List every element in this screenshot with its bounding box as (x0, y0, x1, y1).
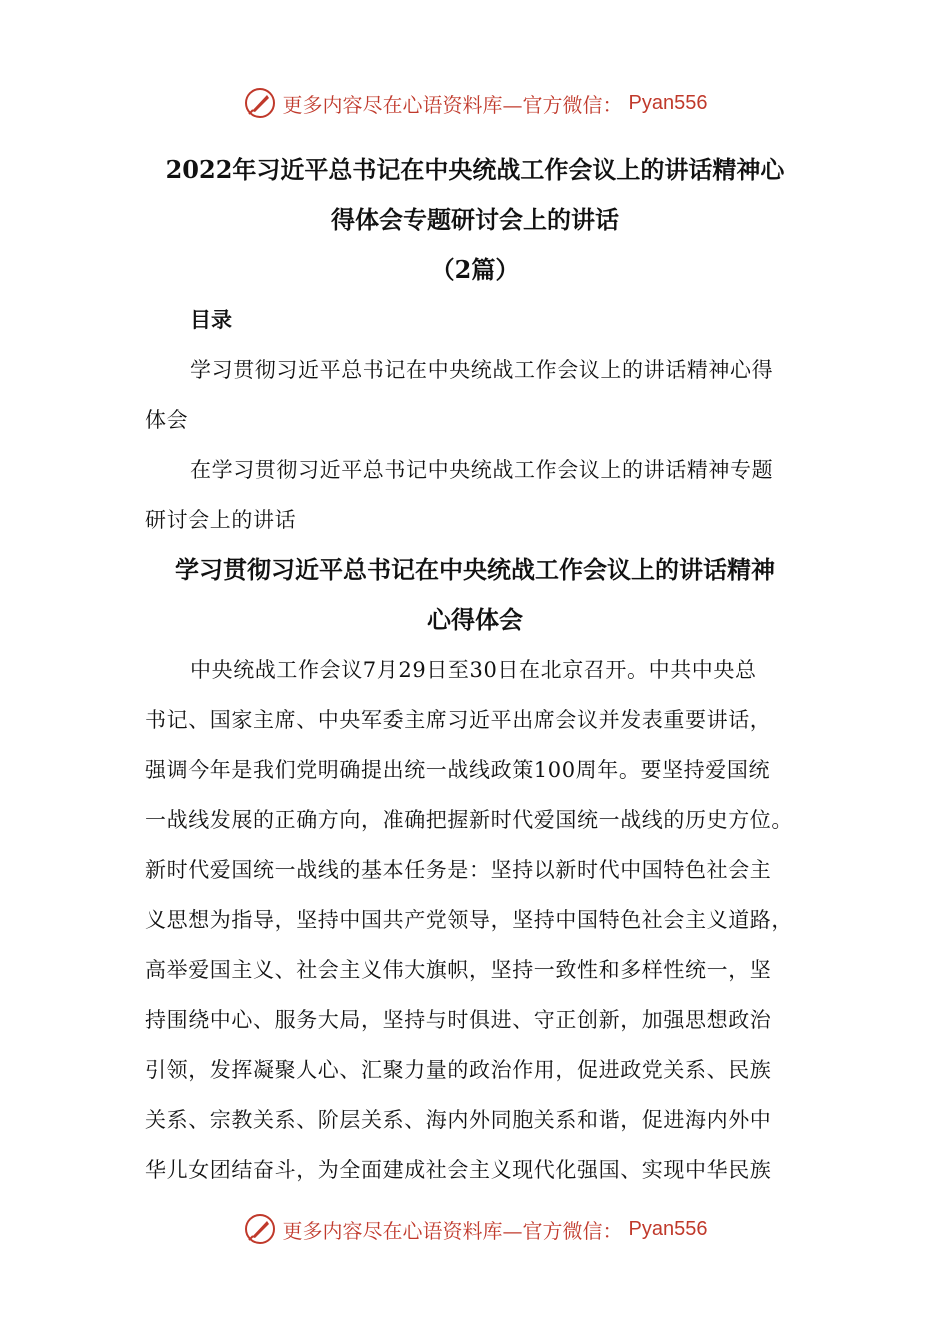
article-title-line-1: 学习贯彻习近平总书记在中央统战工作会议上的讲话精神 (175, 555, 775, 584)
body-line: 强调今年是我们党明确提出统一战线政策100周年。要坚持爱国统 (145, 758, 771, 782)
watermark-text: 更多内容尽在心语资料库—官方微信： (282, 92, 623, 117)
body-line: 书记、国家主席、中央军委主席习近平出席会议并发表重要讲话， (145, 708, 772, 732)
body-line: 新时代爱国统一战线的基本任务是：坚持以新时代中国特色社会主 (145, 858, 772, 882)
body-line: 一战线发展的正确方向，准确把握新时代爱国统一战线的历史方位。 (145, 808, 793, 832)
header-watermark (0, 83, 950, 123)
body-line: 高举爱国主义、社会主义伟大旗帜，坚持一致性和多样性统一，坚 (145, 958, 772, 982)
quill-logo-icon (243, 1212, 277, 1246)
document-title-count: （2篇） (430, 255, 520, 284)
body-line: 持围绕中心、服务大局，坚持与时俱进、守正创新，加强思想政治 (145, 1008, 772, 1032)
watermark-wechat-id: Pyan556 (628, 91, 708, 114)
toc-heading: 目录 (190, 307, 232, 332)
body-line: 关系、宗教关系、阶层关系、海内外同胞关系和谐，促进海内外中 (145, 1108, 772, 1132)
footer-watermark (0, 1209, 950, 1249)
body-line: 引领，发挥凝聚人心、汇聚力量的政治作用，促进政党关系、民族 (145, 1058, 772, 1082)
toc-item-1-cont: 体会 (145, 408, 189, 432)
article-title-line-2: 心得体会 (427, 605, 523, 634)
watermark-text: 更多内容尽在心语资料库—官方微信： (282, 1218, 623, 1243)
body-line: 义思想为指导，坚持中国共产党领导，坚持中国特色社会主义道路， (145, 908, 793, 932)
watermark-wechat-id: Pyan556 (628, 1217, 708, 1240)
toc-item-2-cont: 研讨会上的讲话 (145, 508, 297, 532)
body-line: 华儿女团结奋斗，为全面建成社会主义现代化强国、实现中华民族 (145, 1158, 772, 1182)
quill-logo-icon (243, 86, 277, 120)
body-line: 中央统战工作会议7月29日至30日在北京召开。中共中央总 (190, 658, 757, 682)
toc-item-1: 学习贯彻习近平总书记在中央统战工作会议上的讲话精神心得 (190, 358, 774, 382)
toc-item-2: 在学习贯彻习近平总书记中央统战工作会议上的讲话精神专题 (190, 458, 774, 482)
document-title-line-1: 2022年习近平总书记在中央统战工作会议上的讲话精神心 (165, 155, 785, 184)
document-title-line-2: 得体会专题研讨会上的讲话 (331, 205, 619, 234)
